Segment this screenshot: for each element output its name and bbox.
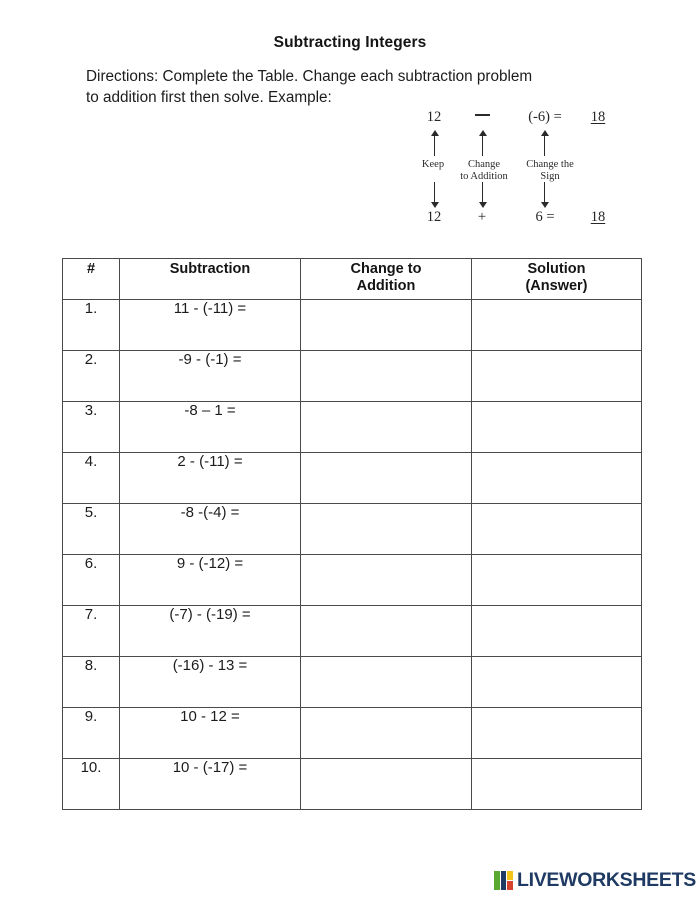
table-row [63,708,642,759]
subtraction-expression: 11 - (-11) = [120,300,301,351]
logo-square-green [494,871,500,890]
change-to-addition-answer-field[interactable] [301,555,472,606]
row-number: 10. [63,759,120,810]
subtraction-expression: (-16) - 13 = [120,657,301,708]
solution-answer-field[interactable] [472,555,642,606]
subtraction-expression: 10 - (-17) = [120,759,301,810]
row-number: 3. [63,402,120,453]
example-label-change-the-sign-line-1: Change the [526,159,574,170]
subtraction-expression: 9 - (-12) = [120,555,301,606]
row-number: 4. [63,453,120,504]
change-to-addition-answer-field[interactable] [301,708,472,759]
row-number: 2. [63,351,120,402]
column-header-change-to-addition [301,259,472,300]
worksheet-table [62,258,642,810]
row-number: 8. [63,657,120,708]
solution-answer-field[interactable] [472,402,642,453]
example-label-change-the-sign [514,159,586,182]
subtraction-expression: -9 - (-1) = [120,351,301,402]
example-bottom-operator: + [477,209,487,225]
subtraction-expression: 10 - 12 = [120,708,301,759]
row-number: 5. [63,504,120,555]
minus-sign-icon [475,114,490,116]
example-top-row [410,108,620,126]
table-row [63,555,642,606]
example-label-change-to-addition [452,159,516,182]
change-to-addition-answer-field[interactable] [301,657,472,708]
directions-line-2: to addition first then solve. Example: [86,89,332,106]
table-header-row [63,259,642,300]
directions-line-1: Directions: Complete the Table. Change each subtraction problem [86,68,533,85]
example-diagram [410,108,620,226]
logo-square-yellow [507,871,513,880]
solution-answer-field[interactable] [472,300,642,351]
example-label-keep: Keep [421,159,445,170]
change-to-addition-answer-field[interactable] [301,300,472,351]
subtraction-expression: 2 - (-11) = [120,453,301,504]
liveworksheets-wordmark: LIVEWORKSHEETS [517,869,696,891]
logo-square-red [507,881,513,890]
example-label-change-to-addition-line-1: Change [467,159,501,170]
solution-answer-field[interactable] [472,606,642,657]
example-bottom-row [410,208,620,226]
example-label-change-the-sign-line-2: Sign [540,170,560,182]
row-number: 9. [63,708,120,759]
table-row [63,657,642,708]
column-header-solution-line-2: (Answer) [525,278,588,294]
change-to-addition-answer-field[interactable] [301,351,472,402]
example-bottom-right-operand: 6 = [535,209,555,225]
solution-answer-field[interactable] [472,504,642,555]
example-top-operator [462,108,502,126]
example-top-answer: 18 [590,109,606,125]
example-bottom-answer: 18 [590,209,606,225]
subtraction-expression: -8 – 1 = [120,402,301,453]
table-row [63,606,642,657]
table-row [63,453,642,504]
page-title: Subtracting Integers [273,34,427,51]
column-header-change-to-addition-line-1: Change to [350,261,422,277]
column-header-solution [472,259,642,300]
solution-answer-field[interactable] [472,657,642,708]
logo-square-navy [501,871,507,890]
example-bottom-left-operand: 12 [426,209,442,225]
liveworksheets-logo [494,869,696,892]
change-to-addition-answer-field[interactable] [301,606,472,657]
example-label-change-to-addition-line-2: to Addition [460,170,508,182]
table-row [63,300,642,351]
subtraction-expression: -8 -(-4) = [120,504,301,555]
change-to-addition-answer-field[interactable] [301,759,472,810]
table-row [63,351,642,402]
directions-text [86,66,631,108]
table-row [63,759,642,810]
row-number: 7. [63,606,120,657]
table-body [63,300,642,810]
column-header-solution-line-1: Solution [527,261,586,277]
subtraction-expression: (-7) - (-19) = [120,606,301,657]
column-header-subtraction: Subtraction [120,259,301,300]
change-to-addition-answer-field[interactable] [301,453,472,504]
table-header [63,259,642,300]
column-header-change-to-addition-line-2: Addition [356,278,416,294]
example-top-left-operand: 12 [426,109,442,125]
table-row [63,504,642,555]
solution-answer-field[interactable] [472,708,642,759]
liveworksheets-mark-icon [494,871,513,890]
solution-answer-field[interactable] [472,453,642,504]
change-to-addition-answer-field[interactable] [301,402,472,453]
solution-answer-field[interactable] [472,759,642,810]
row-number: 6. [63,555,120,606]
row-number: 1. [63,300,120,351]
solution-answer-field[interactable] [472,351,642,402]
table-row [63,402,642,453]
change-to-addition-answer-field[interactable] [301,504,472,555]
example-top-right-operand: (-6) = [528,109,562,125]
column-header-number: # [63,259,120,300]
